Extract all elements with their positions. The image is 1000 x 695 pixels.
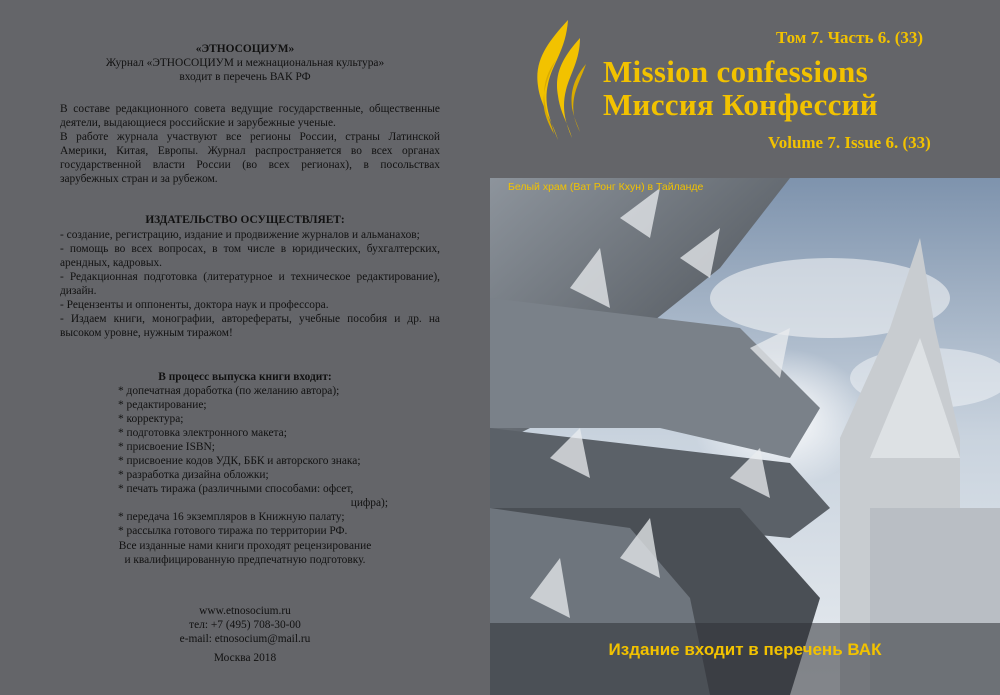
- flame-logo-icon: [528, 20, 590, 140]
- email-address[interactable]: e-mail: etnosocium@mail.ru: [179, 633, 311, 645]
- journal-title-en: Mission confessions: [603, 54, 868, 89]
- process-item: * корректура;: [118, 413, 184, 425]
- process-item: * рассылка готового тиража по территории РФ.: [118, 525, 348, 537]
- back-cover: [0, 0, 490, 695]
- closing-line: Все изданные нами книги проходят рецензирование: [118, 540, 372, 552]
- service-item: - помощь во всех вопросах, в том числе в юридических, бухгалтерских, арендных, кадровых.: [60, 243, 440, 269]
- process-item: * передача 16 экземпляров в Книжную палату;: [118, 511, 345, 523]
- services-list: [60, 228, 440, 340]
- service-item: - Рецензенты и оппоненты, доктора наук и профессора.: [60, 299, 329, 311]
- service-item: - создание, регистрацию, издание и продвижение журналов и альманахов;: [60, 229, 420, 241]
- service-item: - Издаем книги, монографии, автореферaты, учебные пособия и др. на высоком уровне, нужным тиражом!: [60, 313, 440, 339]
- website-link[interactable]: www.etnosocium.ru: [199, 605, 291, 617]
- temple-photo-image: [490, 178, 1000, 695]
- vak-note: Издание входит в перечень ВАК: [608, 640, 882, 659]
- process-item: * допечатная доработка (по желанию автора);: [118, 385, 340, 397]
- process-item: * редактирование;: [118, 399, 207, 411]
- process-item-continuation: цифра);: [350, 497, 388, 509]
- process-list: [118, 384, 408, 538]
- services-heading: ИЗДАТЕЛЬСТВО ОСУЩЕСТВЛЯЕТ:: [145, 214, 345, 226]
- journal-full-name: Журнал «ЭТНОСОЦИУМ и межнациональная культура»: [105, 57, 385, 69]
- vak-listing-line: входит в перечень ВАК РФ: [179, 71, 311, 83]
- process-item: * печать тиража (различными способами: офсет,: [118, 483, 354, 495]
- journal-name: «ЭТНОСОЦИУМ»: [195, 43, 295, 55]
- temple-photo: [490, 178, 1000, 695]
- closing-note: [0, 539, 490, 567]
- photo-caption: Белый храм (Ват Ронг Кхун) в Тайланде: [508, 181, 704, 193]
- city-year: Москва 2018: [213, 652, 277, 664]
- intro-section: [60, 102, 440, 186]
- phone-number: тел: +7 (495) 708-30-00: [189, 619, 301, 631]
- service-item: - Редакционная подготовка (литературное и техническое редактирование), дизайн.: [60, 271, 440, 297]
- intro-paragraph: В работе журнала участвуют все регионы России, страны Латинской Америки, Китая, Европы. Журнал распространяется во всех органах государственной власти России (во всех регионах), в посольствах зарубежных стран и за рубежом.: [60, 131, 440, 185]
- contacts-block: [0, 604, 490, 665]
- closing-line: и квалифицированную предпечатную подготовку.: [124, 554, 366, 566]
- journal-title-ru: Миссия Конфессий: [603, 87, 878, 122]
- process-item: * разработка дизайна обложки;: [118, 469, 269, 481]
- process-item: * подготовка электронного макета;: [118, 427, 287, 439]
- process-item: * присвоение ISBN;: [118, 441, 215, 453]
- intro-paragraph: В составе редакционного совета ведущие государственные, общественные деятели, выдающиеся российские и зарубежные ученые.: [60, 103, 440, 129]
- process-item: * присвоение кодов УДК, ББК и авторского знака;: [118, 455, 361, 467]
- volume-ru: Том 7. Часть 6. (33): [776, 28, 924, 47]
- volume-en: Volume 7. Issue 6. (33): [768, 133, 931, 152]
- process-heading: В процесс выпуска книги входит:: [158, 371, 332, 383]
